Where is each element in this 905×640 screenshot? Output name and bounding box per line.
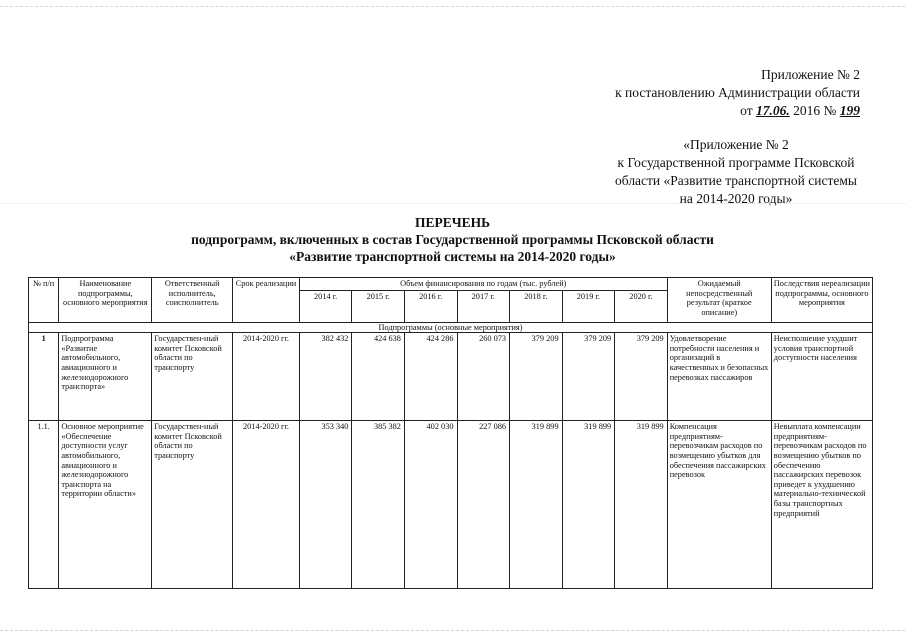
appendix-date-line — [560, 102, 860, 120]
header-executor: Ответственный исполнитель, соисполнитель — [152, 278, 233, 323]
table-row — [29, 333, 873, 421]
row-executor: Государствен-ный комитет Псковской области по транспорту — [152, 333, 233, 421]
row-num: 1 — [29, 333, 59, 421]
row-value: 382 432 — [299, 333, 352, 421]
header-year: 2017 г. — [457, 290, 510, 322]
header-year: 2020 г. — [615, 290, 668, 322]
row-name: Основное мероприятие «Обеспечение доступности услуг автомобильного, авиационного и железнодорожного транспорта на территории области» — [59, 421, 152, 589]
title-heading: ПЕРЕЧЕНЬ — [414, 215, 491, 230]
row-term: 2014-2020 гг. — [233, 333, 300, 421]
header-name: Наименование подпрограммы, основного мероприятия — [59, 278, 152, 323]
row-result: Удовлетворение потребности населения и организаций в качественных и безопасных перевозках пассажиров — [667, 333, 771, 421]
header-funding: Объем финансирования по годам (тыс. рублей) — [299, 278, 667, 291]
program-appendix-line4: на 2014-2020 годы» — [679, 191, 793, 206]
header-result: Ожидаемый непосредственный результат (краткое описание) — [667, 278, 771, 323]
row-value: 319 899 — [615, 421, 668, 589]
header-consequences: Последствия нереализации подпрограммы, основного мероприятия — [771, 278, 872, 323]
row-value: 379 209 — [562, 333, 615, 421]
row-result: Компенсация предприятиям-перевозчикам расходов по возмещению убытков для обеспечения пассажирских перевозок — [667, 421, 771, 589]
handwritten-number: 199 — [839, 103, 860, 118]
title-subheading: подпрограмм, включенных в состав Государственной программы Псковской области — [191, 232, 714, 247]
table-header-row — [29, 278, 873, 291]
header-year: 2014 г. — [299, 290, 352, 322]
row-name: Подпрограмма «Развитие автомобильного, авиационного и железнодорожного транспорта» — [59, 333, 152, 421]
row-value: 385 382 — [352, 421, 405, 589]
year-number-label: 2016 № — [793, 103, 837, 118]
row-value: 227 086 — [457, 421, 510, 589]
handwritten-date: 17.06. — [755, 103, 790, 118]
date-prefix: от — [740, 103, 753, 118]
row-value: 424 638 — [352, 333, 405, 421]
header-year: 2018 г. — [510, 290, 563, 322]
program-appendix-line2: к Государственной программе Псковской — [617, 155, 855, 170]
program-appendix-line3: области «Развитие транспортной системы — [615, 173, 857, 188]
appendix-title: Приложение № 2 — [761, 67, 860, 82]
program-appendix-block — [586, 136, 886, 208]
section-row — [29, 322, 873, 333]
header-year: 2019 г. — [562, 290, 615, 322]
row-num: 1.1. — [29, 421, 59, 589]
appendix-block — [560, 66, 860, 120]
header-term: Срок реализации — [233, 278, 300, 323]
row-value: 424 286 — [404, 333, 457, 421]
row-value: 319 899 — [510, 421, 563, 589]
row-term: 2014-2020 гг. — [233, 421, 300, 589]
section-label: Подпрограммы (основные мероприятия) — [29, 322, 873, 333]
row-value: 379 209 — [615, 333, 668, 421]
subprograms-table — [28, 277, 873, 589]
document-title — [0, 214, 905, 265]
row-value: 260 073 — [457, 333, 510, 421]
row-value: 319 899 — [562, 421, 615, 589]
scan-artifact-line — [0, 630, 905, 632]
header-year: 2015 г. — [352, 290, 405, 322]
header-num: № п/п — [29, 278, 59, 323]
header-year: 2016 г. — [404, 290, 457, 322]
row-consequences: Невыплата компенсации предприятиям-перевозчикам расходов по возмещению убытков по обеспечению пассажирских перевозок приведет к ухудшению материально-технической базы транспортных предприятий — [771, 421, 872, 589]
scan-artifact-line — [0, 203, 905, 205]
row-consequences: Неисполнение ухудшит условия транспортной доступности населения — [771, 333, 872, 421]
program-appendix-title: «Приложение № 2 — [683, 137, 789, 152]
scan-artifact-line — [0, 6, 905, 8]
table-row — [29, 421, 873, 589]
appendix-resolution: к постановлению Администрации области — [615, 85, 860, 100]
title-program-name: «Развитие транспортной системы на 2014-2020 годы» — [289, 249, 616, 264]
row-value: 353 340 — [299, 421, 352, 589]
row-value: 402 030 — [404, 421, 457, 589]
row-value: 379 209 — [510, 333, 563, 421]
row-executor: Государствен-ный комитет Псковской области по транспорту — [152, 421, 233, 589]
